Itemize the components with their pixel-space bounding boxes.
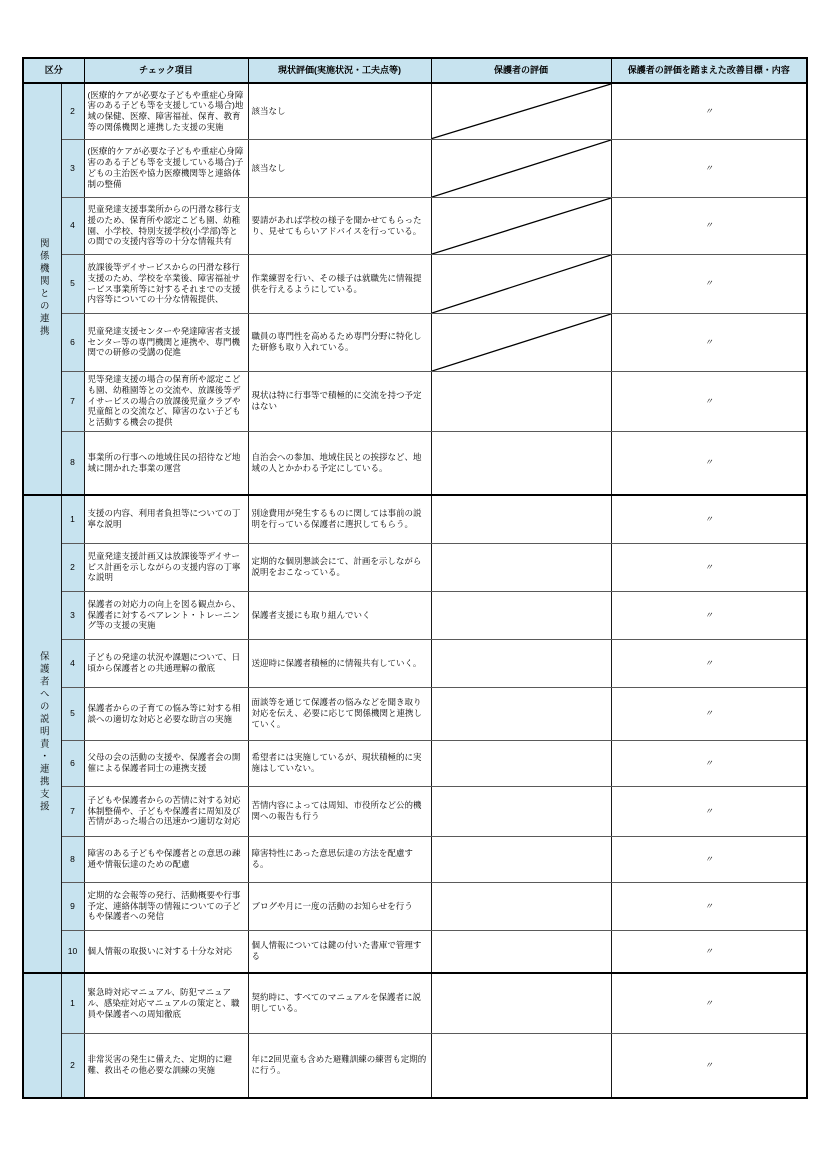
ditto-mark-cell: 〃 [611,687,807,740]
current-evaluation-cell: 該当なし [248,139,431,197]
header-current-eval: 現状評価(実施状況・工夫点等) [248,58,431,83]
category-cell [23,495,61,973]
current-evaluation-cell: 希望者には実施しているが、現状積極的に実施はしていない。 [248,740,431,786]
table-row [23,836,807,882]
table-row [23,431,807,495]
table-row [23,83,807,139]
current-evaluation-cell: 要請があれば学校の様子を聞かせてもらったり、見せてもらいアドバイスを行っている。 [248,197,431,254]
guardian-evaluation-cell [431,786,611,836]
check-item-cell: 児等発達支援の場合の保育所や認定こども園、幼稚園等との交流や、放課後等デイサービスの場合の放課後児童クラブや児童館との交流など、障害のない子どもと活動する機会の提供 [84,371,248,431]
ditto-mark-cell: 〃 [611,639,807,687]
guardian-evaluation-cell [431,740,611,786]
row-number: 2 [61,1033,84,1098]
ditto-mark-cell: 〃 [611,836,807,882]
guardian-evaluation-cell [431,591,611,639]
ditto-mark-cell: 〃 [611,371,807,431]
na-slash-icon [432,140,611,197]
row-number: 10 [61,930,84,973]
check-item-cell: 子どもの発達の状況や課題について、日頃から保護者との共通理解の徹底 [84,639,248,687]
row-number: 3 [61,139,84,197]
ditto-mark-cell: 〃 [611,591,807,639]
row-number: 2 [61,543,84,591]
guardian-evaluation-cell [431,197,611,254]
table-row [23,740,807,786]
ditto-mark-cell: 〃 [611,973,807,1033]
table-row [23,495,807,543]
check-item-cell: 緊急時対応マニュアル、防犯マニュアル、感染症対応マニュアルの策定と、職員や保護者への周知徹底 [84,973,248,1033]
check-item-cell: 保護者の対応力の向上を図る観点から、保護者に対するペアレント・トレーニング等の支援の実施 [84,591,248,639]
ditto-mark-cell: 〃 [611,83,807,139]
ditto-mark-cell: 〃 [611,139,807,197]
current-evaluation-cell: 個人情報については鍵の付いた書庫で管理する [248,930,431,973]
table-row [23,139,807,197]
guardian-evaluation-cell [431,930,611,973]
guardian-evaluation-cell [431,495,611,543]
check-item-cell: 児童発達支援事業所からの円滑な移行支援のため、保育所や認定こども園、幼稚園、小学校、特別支援学校(小学部)等との間での支援内容等の十分な情報共有 [84,197,248,254]
row-number: 3 [61,591,84,639]
check-item-cell: 支援の内容、利用者負担等についての丁寧な説明 [84,495,248,543]
guardian-evaluation-cell [431,973,611,1033]
table-row [23,930,807,973]
current-evaluation-cell: 作業練習を行い、その様子は就職先に情報提供を行えるようにしている。 [248,254,431,313]
table-row [23,687,807,740]
check-item-cell: 定期的な会報等の発行、活動概要や行事予定、連絡体制等の情報についての子どもや保護者への発信 [84,882,248,930]
current-evaluation-cell: 契約時に、すべてのマニュアルを保護者に説明している。 [248,973,431,1033]
table-row [23,371,807,431]
table-body [23,83,807,1098]
check-item-cell: 子どもや保護者からの苦情に対する対応体制整備や、子どもや保護者に周知及び苦情があった場合の迅速かつ適切な対応 [84,786,248,836]
row-number: 4 [61,197,84,254]
current-evaluation-cell: 現状は特に行事等で積極的に交流を持つ予定はない [248,371,431,431]
guardian-evaluation-cell [431,882,611,930]
header-guardian-eval: 保護者の評価 [431,58,611,83]
ditto-mark-cell: 〃 [611,930,807,973]
current-evaluation-cell: 障害特性にあった意思伝達の方法を配慮する。 [248,836,431,882]
current-evaluation-cell: ブログや月に一度の活動のお知らせを行う [248,882,431,930]
ditto-mark-cell: 〃 [611,495,807,543]
check-item-cell: 父母の会の活動の支援や、保護者会の開催による保護者同士の連携支援 [84,740,248,786]
check-item-cell: 個人情報の取扱いに対する十分な対応 [84,930,248,973]
table-row [23,197,807,254]
current-evaluation-cell: 該当なし [248,83,431,139]
header-row [23,58,807,83]
current-evaluation-cell: 保護者支援にも取り組んでいく [248,591,431,639]
guardian-evaluation-cell [431,836,611,882]
ditto-mark-cell: 〃 [611,431,807,495]
ditto-mark-cell: 〃 [611,786,807,836]
category-cell [23,83,61,495]
table-row [23,313,807,371]
guardian-evaluation-cell [431,687,611,740]
na-slash-icon [432,255,611,313]
table-header [23,58,807,83]
ditto-mark-cell: 〃 [611,197,807,254]
check-item-cell: 保護者からの子育ての悩み等に対する相談への適切な対応と必要な助言の実施 [84,687,248,740]
table-row [23,543,807,591]
category-label: 関係機関との連携 [37,237,49,338]
na-slash-icon [432,314,611,371]
ditto-mark-cell: 〃 [611,740,807,786]
check-item-cell: 障害のある子どもや保護者との意思の疎通や情報伝達のための配慮 [84,836,248,882]
row-number: 9 [61,882,84,930]
evaluation-table [22,57,808,1099]
guardian-evaluation-cell [431,543,611,591]
guardian-evaluation-cell [431,371,611,431]
current-evaluation-cell: 面談等を通じて保護者の悩みなどを聞き取り対応を伝え、必要に応じて関係機関と連携していく。 [248,687,431,740]
row-number: 5 [61,687,84,740]
check-item-cell: (医療的ケアが必要な子どもや重症心身障害のある子ども等を支援している場合)子どもの主治医や協力医療機関等と連絡体制の整備 [84,139,248,197]
table-row [23,254,807,313]
row-number: 6 [61,313,84,371]
table-row [23,786,807,836]
header-category: 区分 [23,58,84,83]
ditto-mark-cell: 〃 [611,882,807,930]
header-check-item: チェック項目 [84,58,248,83]
ditto-mark-cell: 〃 [611,1033,807,1098]
guardian-evaluation-cell [431,83,611,139]
category-label: 保護者への説明責・連携支援 [37,651,49,814]
row-number: 7 [61,786,84,836]
table-row [23,591,807,639]
ditto-mark-cell: 〃 [611,313,807,371]
current-evaluation-cell: 定期的な個別懇談会にて、計画を示しながら説明をおこなっている。 [248,543,431,591]
row-number: 2 [61,83,84,139]
guardian-evaluation-cell [431,1033,611,1098]
current-evaluation-cell: 職員の専門性を高めるため専門分野に特化した研修も取り入れている。 [248,313,431,371]
row-number: 1 [61,495,84,543]
check-item-cell: 児童発達支援計画又は放課後等デイサービス計画を示しながらの支援内容の丁寧な説明 [84,543,248,591]
category-cell [23,973,61,1098]
current-evaluation-cell: 年に2回児童も含めた避難訓練の練習も定期的に行う。 [248,1033,431,1098]
row-number: 8 [61,431,84,495]
header-improvement: 保護者の評価を踏まえた改善目標・内容 [611,58,807,83]
current-evaluation-cell: 自治会への参加、地域住民との挨拶など、地域の人とかかわる予定にしている。 [248,431,431,495]
guardian-evaluation-cell [431,139,611,197]
guardian-evaluation-cell [431,313,611,371]
check-item-cell: (医療的ケアが必要な子どもや重症心身障害のある子ども等を支援している場合)地域の保健、医療、障害福祉、保育、教育等の関係機関と連携した支援の実施 [84,83,248,139]
na-slash-icon [432,198,611,254]
guardian-evaluation-cell [431,254,611,313]
check-item-cell: 児童発達支援センターや発達障害者支援センター等の専門機関と連携や、専門機関での研修の受講の促進 [84,313,248,371]
row-number: 8 [61,836,84,882]
table-row [23,639,807,687]
na-slash-icon [432,84,611,139]
current-evaluation-cell: 別途費用が発生するものに関しては事前の説明を行っている保護者に選択してもらう。 [248,495,431,543]
row-number: 5 [61,254,84,313]
row-number: 7 [61,371,84,431]
check-item-cell: 事業所の行事への地域住民の招待など地域に開かれた事業の運営 [84,431,248,495]
table-row [23,973,807,1033]
guardian-evaluation-cell [431,639,611,687]
row-number: 4 [61,639,84,687]
ditto-mark-cell: 〃 [611,254,807,313]
ditto-mark-cell: 〃 [611,543,807,591]
check-item-cell: 非常災害の発生に備えた、定期的に避難、救出その他必要な訓練の実施 [84,1033,248,1098]
row-number: 6 [61,740,84,786]
current-evaluation-cell: 苦情内容によっては周知、市役所など公的機関への報告も行う [248,786,431,836]
check-item-cell: 放課後等デイサービスからの円滑な移行支援のため、学校を卒業後、障害福祉サービス事業所等に対するそれまでの支援内容等についての十分な情報提供、 [84,254,248,313]
current-evaluation-cell: 送迎時に保護者積極的に情報共有していく。 [248,639,431,687]
table-row [23,1033,807,1098]
table-row [23,882,807,930]
row-number: 1 [61,973,84,1033]
guardian-evaluation-cell [431,431,611,495]
